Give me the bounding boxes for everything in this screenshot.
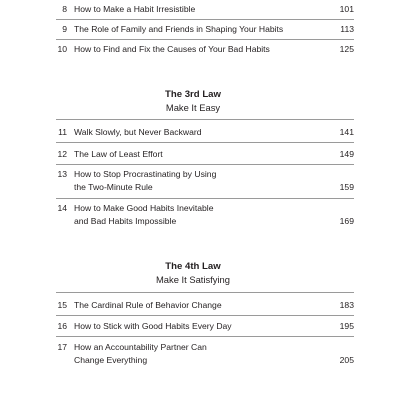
chapter-title-line: How to Find and Fix the Causes of Your Bad Habits: [74, 44, 270, 54]
chapter-number: 11: [58, 127, 67, 137]
page-number: 205: [339, 355, 354, 365]
chapter-number: 16: [57, 321, 67, 331]
chapter-title-line: The Law of Least Effort: [74, 149, 163, 159]
chapter-number: 13: [57, 169, 67, 179]
divider: [56, 19, 354, 20]
page-number: 113: [340, 24, 354, 34]
page-number: 195: [339, 321, 354, 331]
chapter-title-line: How to Make a Habit Irresistible: [74, 4, 196, 14]
chapter-title-line: Walk Slowly, but Never Backward: [74, 127, 202, 137]
section-heading-4th-law: [0, 261, 386, 286]
chapter-title: [74, 3, 324, 16]
divider: [56, 164, 354, 165]
chapter-title-line: The Cardinal Rule of Behavior Change: [74, 300, 222, 310]
chapter-title-line: How to Make Good Habits Inevitable: [74, 203, 214, 213]
page-number: 169: [339, 216, 354, 226]
divider: [56, 292, 354, 293]
page-number: 159: [339, 182, 354, 192]
chapter-title: [74, 299, 324, 312]
page-number: 125: [339, 44, 354, 54]
chapter-title: [74, 148, 324, 161]
divider: [56, 39, 354, 40]
page-number: 141: [339, 127, 354, 137]
chapter-number: 12: [57, 149, 67, 159]
chapter-number: 17: [57, 342, 67, 352]
section-subtitle: Make It Easy: [165, 102, 221, 113]
chapter-number: 14: [57, 203, 67, 213]
chapter-title-line: and Bad Habits Impossible: [74, 215, 177, 226]
chapter-number: 9: [62, 24, 67, 34]
chapter-title-line: The Role of Family and Friends in Shaping Your Habits: [74, 24, 284, 34]
divider: [56, 336, 354, 337]
page-number: 149: [339, 149, 354, 159]
section-law-title: The 3rd Law: [165, 89, 221, 100]
chapter-title: [74, 320, 324, 333]
divider: [56, 198, 354, 199]
chapter-title-line: How to Stop Procrastinating by Using: [74, 169, 217, 179]
chapter-title: [74, 43, 324, 56]
chapter-title-line: the Two-Minute Rule: [74, 181, 153, 192]
chapter-number: 8: [62, 4, 67, 14]
chapter-title-line: How an Accountability Partner Can: [74, 342, 207, 352]
chapter-title: [74, 126, 324, 139]
page-number: 101: [339, 4, 354, 14]
section-heading-3rd-law: [0, 89, 386, 114]
chapter-number: 15: [57, 300, 67, 310]
chapter-title: [74, 202, 324, 227]
divider: [56, 142, 354, 143]
chapter-title: [74, 23, 324, 36]
chapter-number: 10: [57, 44, 67, 54]
chapter-title-line: How to Stick with Good Habits Every Day: [74, 321, 232, 331]
divider: [56, 119, 354, 120]
section-subtitle: Make It Satisfying: [156, 274, 230, 285]
page-number: 183: [339, 300, 354, 310]
section-law-title: The 4th Law: [165, 261, 221, 272]
chapter-title-line: Change Everything: [74, 354, 148, 365]
divider: [56, 315, 354, 316]
chapter-title: [74, 168, 324, 193]
chapter-title: [74, 341, 324, 366]
